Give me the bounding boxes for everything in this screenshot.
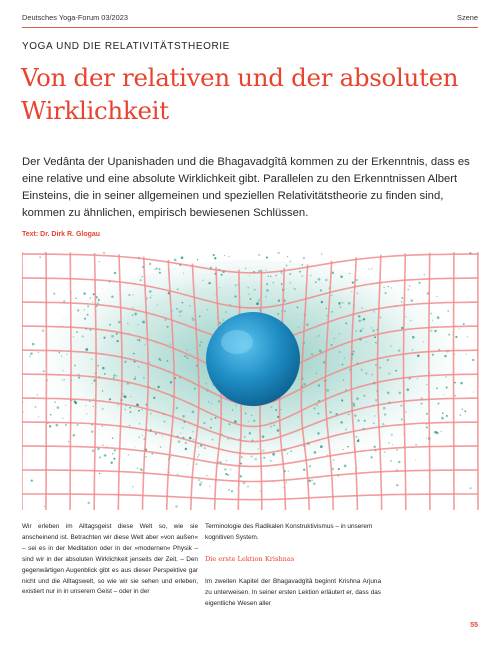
sphere: [206, 312, 300, 406]
article-lead: Der Vedânta der Upanishaden und die Bhagavadgîtâ kommen zu der Erkenntnis, dass es eine relative und eine absolute Wirklichkeit gibt. Parallelen zu den Erkenntnissen Albert Einsteins, die in seiner allgemeinen und speziellen Relativitätstheorie zu finden sind, kommen zu ähnlichen, empirisch bewiesenen Schlüssen.: [22, 156, 470, 219]
magazine-issue: Deutsches Yoga-Forum 03/2023: [22, 13, 129, 22]
page-number: 55: [470, 622, 478, 629]
body-column-1: Wir erleben im Alltagsgeist diese Welt so, wie sie anscheinend ist. Betrachten wir diese Welt aber »von außen« – sei es in der Meditation oder in der »modernen« Physik – sind wir in der absoluten Wirklichkeit jenseits der Zeit. – Den gegenwärtigen Augenblick gibt es aus dieser Perspektive gar nicht und die Alltagswelt, so wie wir sie sehen und erleben, existiert nur in in unserem Geist – oder in der: [22, 523, 198, 596]
author-credit: Text: Dr. Dirk R. Glogau: [22, 231, 101, 238]
article-title: Von der relativen und der absoluten Wirklichkeit: [21, 63, 459, 125]
spacetime-illustration: [22, 252, 480, 510]
running-header: [22, 13, 478, 27]
article-kicker: YOGA UND DIE RELATIVITÄTSTHEORIE: [22, 41, 230, 52]
subheading: Die erste Lektion Krishnas: [205, 554, 295, 563]
header-rule: [22, 27, 478, 28]
column-2-body: Im zweiten Kapitel der Bhagavadgîtâ beginnt Krishna Arjuna zu unterweisen. In seiner ersten Lektion erläutert er, dass das eigentliche Wesen aller: [205, 577, 381, 607]
column-2-intro: Terminologie des Radikalen Konstruktivismus – in unserem kognitiven System.: [205, 523, 373, 541]
body-column-2: [205, 522, 381, 609]
section-name: Szene: [457, 13, 478, 22]
